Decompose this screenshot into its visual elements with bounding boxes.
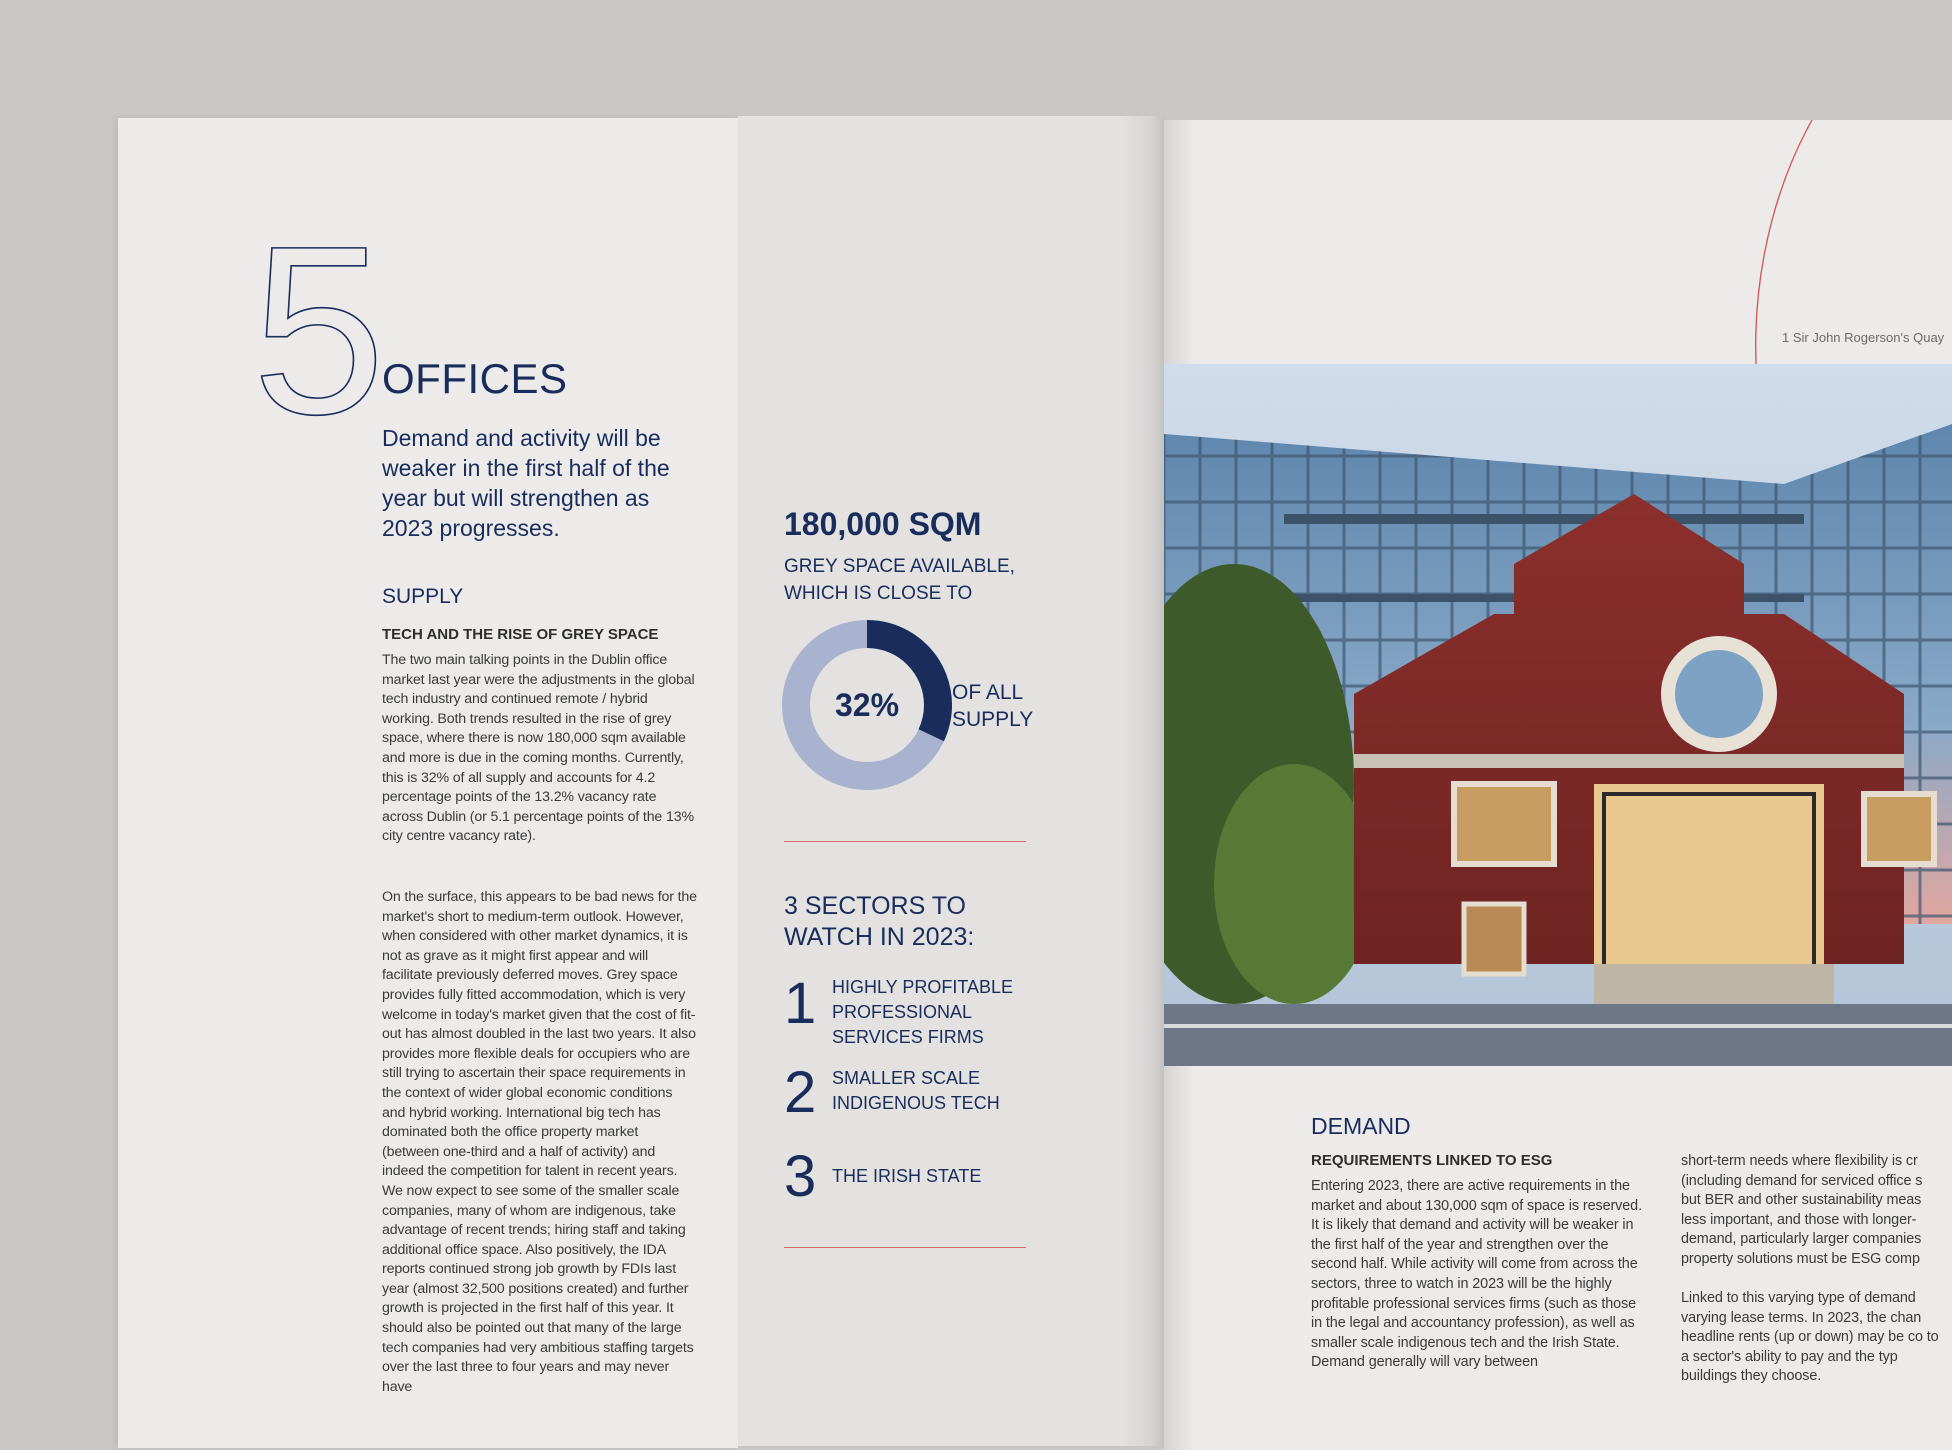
donut-percent-label: 32% [834, 687, 900, 723]
sectors-heading: 3 SECTORS TO WATCH IN 2023: [784, 892, 975, 951]
donut-side-label: OF ALL SUPPLY [952, 681, 1034, 731]
divider-rule [784, 1247, 1026, 1248]
sector-label: HIGHLY PROFITABLE PROFESSIONAL SERVICES FIRMS [832, 977, 1014, 1047]
donut-chart [780, 618, 954, 792]
sector-label: THE IRISH STATE [832, 1166, 982, 1186]
demand-heading: DEMAND [1311, 1113, 1411, 1139]
stat-caption: GREY SPACE AVAILABLE, WHICH IS CLOSE TO [784, 556, 1015, 604]
sector-item [784, 1144, 1022, 1209]
supply-paragraph-1: The two main talking points in the Dublin office market last year were the adjustments in the global tech industry and continued remote / hybrid working. Both trends resulted in the rise of grey space, where there is now 180,000 sqm available and more is due in the coming months. Currently, this is 32% of all supply and accounts for 4.2 percentage points of the 13.2% vacancy rate across Dublin (or 5.1 percentage points of the 13% city centre vacancy rate). [382, 652, 695, 845]
photo-caption: 1 Sir John Rogerson's Quay [1782, 330, 1945, 345]
supply-paragraph-2: On the surface, this appears to be bad news for the market's short to medium-term outlook. However, when considered with other market dynamics, it is not as grave as it might first appear and will facilitate previously deferred moves. Grey space provides fully fitted accommodation, which is very welcome in today's market given that the cost of fit-out has almost doubled in the last two years. It also provides more flexible deals for occupiers who are still trying to ascertain their space requirements in the context of wider global economic conditions and hybrid working. International big tech has dominated both the office property market (between one-third and a half of activity) and indeed the competition for talent in recent years. We now expect to see some of the smaller scale companies, many of whom are indigenous, take advantage of recent trends; hiring staff and taking additional office space. Also positively, the IDA reports continued strong job growth by FDIs last year (almost 32,500 positions created) and further growth is projected in the first half of this year. It should also be pointed out that many of the large tech companies had very ambitious staffing targets over the last three to four years and may never have [382, 889, 697, 1395]
spine-shadow [1120, 116, 1164, 1446]
stat-value: 180,000 SQM [784, 506, 982, 542]
sector-item [784, 971, 1022, 1050]
sector-item [784, 1060, 1022, 1125]
supply-subheading: TECH AND THE RISE OF GREY SPACE [382, 626, 659, 643]
lede-paragraph: Demand and activity will be weaker in the first half of the year but will strengthen as 2023 progresses. [382, 425, 670, 541]
demand-column-2-paragraph-2: Linked to this varying type of demand varying lease terms. In 2023, the chan headline rents (up or down) may be co to a sector's ability to pay and the typ buildings they choose. [1681, 1290, 1939, 1385]
sector-label: SMALLER SCALE INDIGENOUS TECH [832, 1068, 1000, 1113]
building-photo [1164, 364, 1952, 1066]
supply-heading: SUPPLY [382, 585, 464, 608]
demand-column-2-paragraph-1: short-term needs where flexibility is cr (including demand for serviced office s but BER and other sustainability meas less important, and those with longer- demand, particularly larger companies property solutions must be ESG comp [1681, 1153, 1923, 1267]
divider-rule [784, 841, 1026, 842]
sector-number: 1 [784, 971, 817, 1036]
section-number: 5 [252, 196, 386, 464]
page-title: OFFICES [382, 355, 568, 402]
sector-number: 3 [784, 1144, 817, 1209]
demand-subheading: REQUIREMENTS LINKED TO ESG [1311, 1152, 1553, 1169]
sector-number: 2 [784, 1060, 817, 1125]
demand-column-1: Entering 2023, there are active requirements in the market and about 130,000 sqm of space is reserved. It is likely that demand and activity will be weaker in the first half of the year and strengthen over the second half. While activity will come from across the sectors, three to watch in 2023 will be the highly profitable professional services firms (such as those in the legal and accountancy profession), as well as smaller scale indigenous tech and the Irish State. Demand generally will vary between [1311, 1178, 1642, 1371]
